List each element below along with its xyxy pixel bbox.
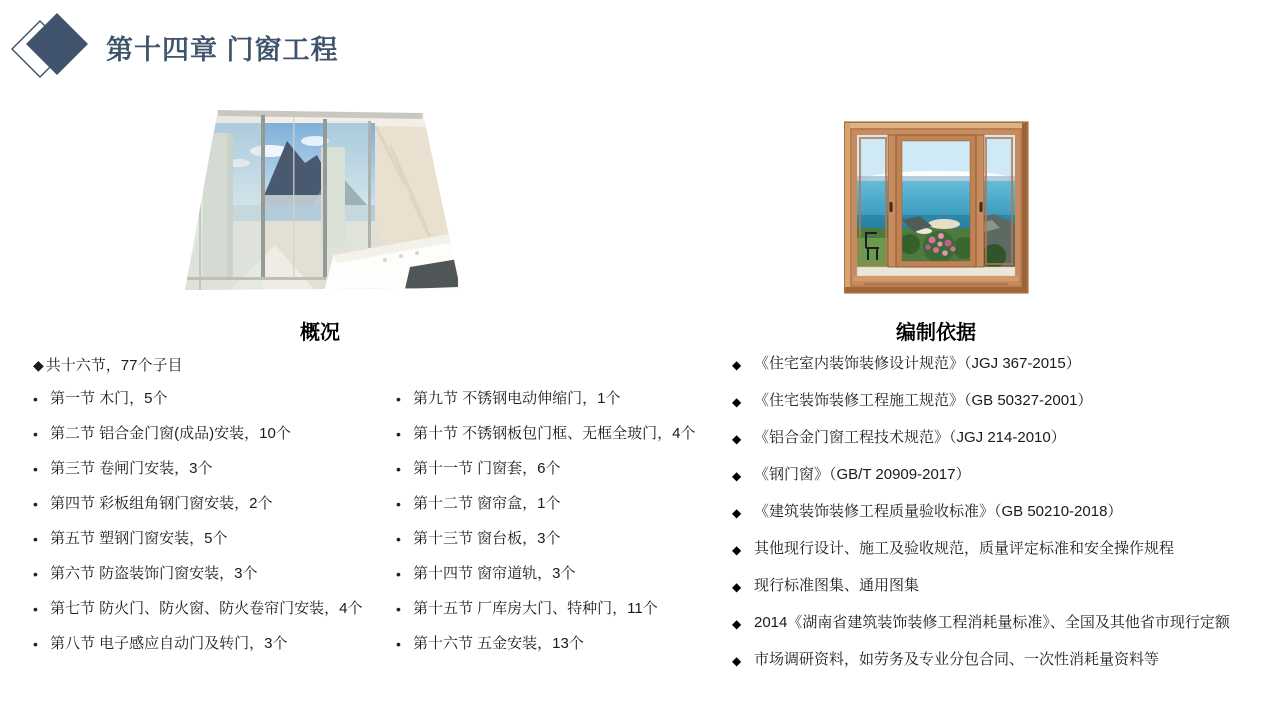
list-item-text: 第七节 防火门、防火窗、防火卷帘门安装，4个 [50,600,363,617]
list-item [33,564,363,584]
list-item-text: 其他现行设计、施工及验收规范，质量评定标准和安全操作规程 [754,540,1175,557]
dot-bullet-icon: • [396,426,401,442]
dot-bullet-icon: • [396,391,401,407]
list-item-text: 第九节 不锈钢电动伸缩门，1个 [413,390,621,407]
list-item-text: 第十六节 五金安装，13个 [413,635,584,652]
list-item-text: 《铝合金门窗工程技术规范》（JGJ 214-2010） [754,429,1066,446]
overview-summary-text: 共十六节，77个子目 [45,357,183,374]
list-item-text: 第一节 木门，5个 [50,390,168,407]
list-item [33,459,363,479]
list-item [396,389,696,409]
diamond-bullet-icon: ◆ [732,432,742,446]
list-item [732,650,1230,670]
list-item [732,576,1230,596]
overview-list-left [33,389,363,669]
list-item-text: 《钢门窗》（GB/T 20909-2017） [754,466,971,483]
dot-bullet-icon: • [33,636,38,652]
list-item [396,634,696,654]
dot-bullet-icon: • [33,601,38,617]
dot-bullet-icon: • [33,566,38,582]
list-item [33,389,363,409]
dot-bullet-icon: • [396,496,401,512]
list-item [396,459,696,479]
basis-caption: 编制依据 [896,322,976,344]
diamond-bullet-icon: ◆ [732,506,742,520]
overview-photo [175,105,465,295]
list-item [396,494,696,514]
list-item [33,634,363,654]
diamond-logo-icon [8,8,96,84]
list-item-text: 《住宅装饰装修工程施工规范》（GB 50327-2001） [754,392,1093,409]
list-item [33,424,363,444]
list-item-text: 第六节 防盗装饰门窗安装，3个 [50,565,258,582]
dot-bullet-icon: • [396,461,401,477]
list-item-text: 第十一节 门窗套，6个 [413,460,561,477]
list-item [732,428,1230,448]
dot-bullet-icon: • [33,461,38,477]
list-item-text: 第三节 卷闸门安装，3个 [50,460,213,477]
diamond-bullet-icon: ◆ [732,469,742,483]
list-item-text: 2014《湖南省建筑装饰装修工程消耗量标准》、全国及其他省市现行定额 [754,614,1230,631]
list-item-text: 第十三节 窗台板，3个 [413,530,561,547]
dot-bullet-icon: • [396,636,401,652]
list-item [732,465,1230,485]
list-item-text: 第五节 塑钢门窗安装，5个 [50,530,228,547]
list-item [396,529,696,549]
dot-bullet-icon: • [396,566,401,582]
overview-summary [33,355,182,376]
dot-bullet-icon: • [33,391,38,407]
diamond-bullet-icon: ◆ [732,617,742,631]
list-item-text: 现行标准图集、通用图集 [754,577,920,594]
list-item [732,502,1230,522]
list-item-text: 《建筑装饰装修工程质量验收标准》（GB 50210-2018） [754,503,1123,520]
dot-bullet-icon: • [33,426,38,442]
list-item [33,529,363,549]
list-item-text: 第十五节 厂库房大门、特种门，11个 [413,600,658,617]
list-item [732,391,1230,411]
list-item-text: 第八节 电子感应自动门及转门，3个 [50,635,288,652]
list-item [732,539,1230,559]
list-item [396,424,696,444]
overview-caption: 概况 [300,322,340,344]
basis-list [732,354,1230,687]
dot-bullet-icon: • [396,601,401,617]
list-item [33,494,363,514]
dot-bullet-icon: • [33,496,38,512]
overview-list-right [396,389,696,669]
list-item [732,613,1230,633]
diamond-bullet-icon: ◆ [732,543,742,557]
dot-bullet-icon: • [33,531,38,547]
dot-bullet-icon: • [396,531,401,547]
list-item-text: 第十四节 窗帘道轨，3个 [413,565,576,582]
list-item [396,564,696,584]
diamond-bullet-icon: ◆ [732,395,742,409]
diamond-bullet-icon: ◆ [33,357,44,373]
list-item-text: 第二节 铝合金门窗(成品)安装，10个 [50,425,291,442]
list-item-text: 市场调研资料，如劳务及专业分包合同、一次性消耗量资料等 [754,651,1160,668]
list-item [33,599,363,619]
diamond-bullet-icon: ◆ [732,358,742,372]
basis-photo [844,120,1029,295]
list-item [732,354,1230,374]
list-item-text: 第十二节 窗帘盒，1个 [413,495,561,512]
list-item [396,599,696,619]
diamond-bullet-icon: ◆ [732,654,742,668]
list-item-text: 第十节 不锈钢板包门框、无框全玻门，4个 [413,425,696,442]
diamond-bullet-icon: ◆ [732,580,742,594]
page-title: 第十四章 门窗工程 [106,35,339,65]
list-item-text: 《住宅室内装饰装修设计规范》（JGJ 367-2015） [754,355,1081,372]
list-item-text: 第四节 彩板组角钢门窗安装，2个 [50,495,273,512]
